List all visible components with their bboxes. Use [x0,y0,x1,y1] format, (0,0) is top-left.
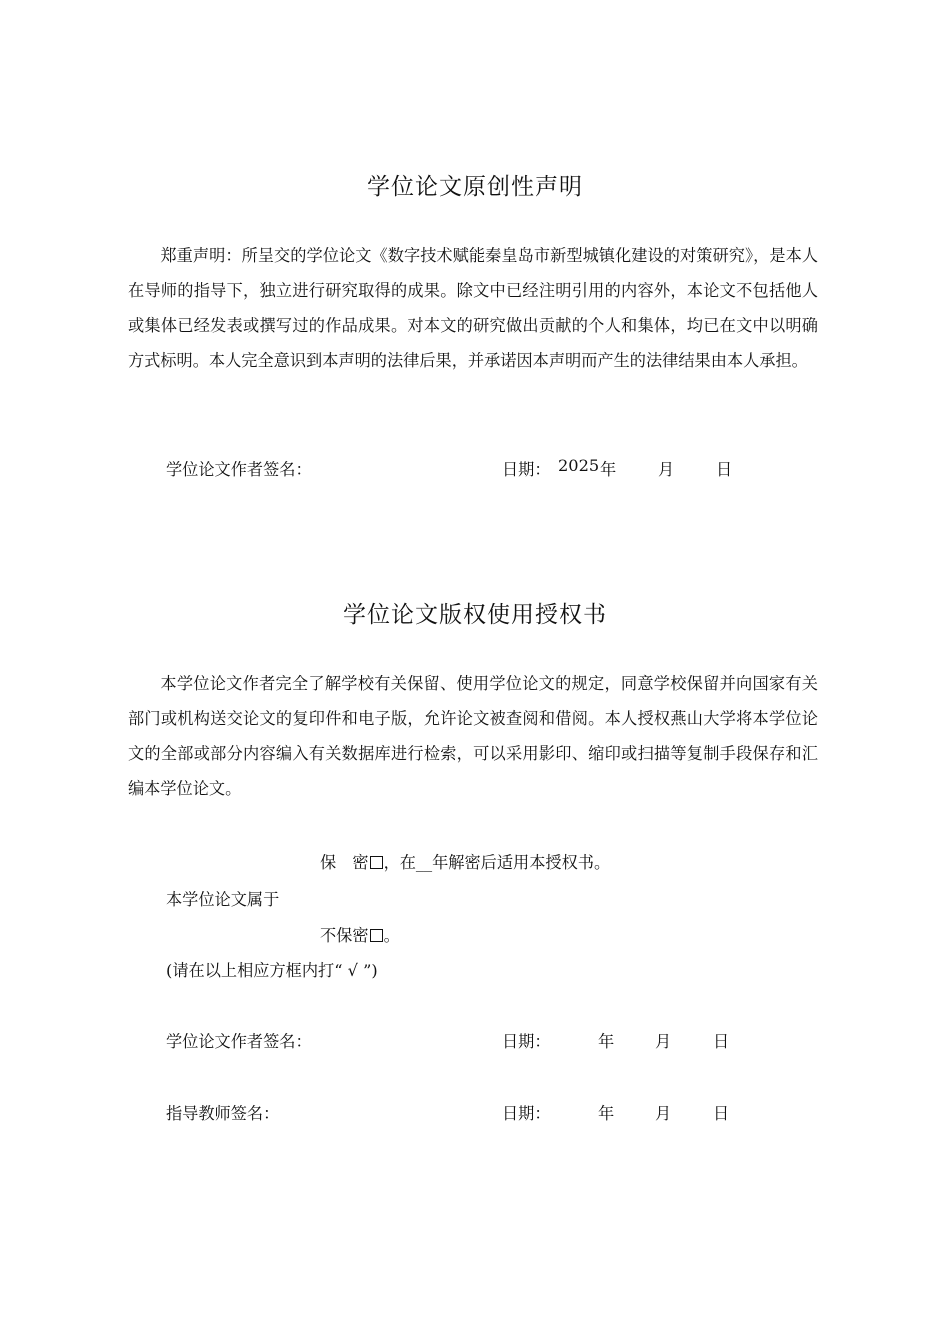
secret-suffix: ，在__年解密后适用本授权书。 [383,853,611,872]
secret-checkbox[interactable] [370,856,383,869]
secret-option [320,849,610,873]
authorization-title: 学位论文版权使用授权书 [343,602,607,628]
author-day-label: 日 [713,1032,730,1051]
advisor-year-label: 年 [598,1104,615,1123]
declaration-title: 学位论文原创性声明 [367,174,583,200]
declaration-day-label: 日 [716,460,733,479]
declaration-year-label: 年 [600,460,617,479]
authorization-body: 本学位论文作者完全了解学校有关保留、使用学位论文的规定，同意学校保留并向国家有关部门或机构送交论文的复印件和电子版，允许论文被查阅和借阅。本人授权燕山大学将本学位论文的全部或部分内容编入有关数据库进行检索，可以采用影印、缩印或扫描等复制手段保存和汇编本学位论文。 [128,674,818,798]
not-secret-label: 不保密 [320,926,369,945]
declaration-date-label: 日期： [502,460,551,479]
declaration-signature-label: 学位论文作者签名： [166,460,312,479]
secret-label: 保 密 [320,853,369,872]
declaration-month-label: 月 [658,460,675,479]
advisor-day-label: 日 [713,1104,730,1123]
author-date-label: 日期： [502,1032,551,1051]
not-secret-checkbox[interactable] [370,929,383,942]
advisor-month-label: 月 [655,1104,672,1123]
declaration-date-year-value: 2025 [558,456,600,475]
belongs-label: 本学位论文属于 [166,890,280,909]
not-secret-suffix: 。 [383,926,400,945]
author-month-label: 月 [655,1032,672,1051]
advisor-signature-label: 指导教师签名： [166,1104,280,1123]
checkbox-instruction: (请在以上相应方框内打“ √ ”) [166,961,378,980]
declaration-body: 郑重声明：所呈交的学位论文《数字技术赋能秦皇岛市新型城镇化建设的对策研究》，是本人在导师的指导下，独立进行研究取得的成果。除文中已经注明引用的内容外，本论文不包括他人或集体已经发表或撰写过的作品成果。对本文的研究做出贡献的个人和集体，均已在文中以明确方式标明。本人完全意识到本声明的法律后果，并承诺因本声明而产生的法律结果由本人承担。 [128,246,818,370]
author-signature-label: 学位论文作者签名： [166,1032,312,1051]
author-year-label: 年 [598,1032,615,1051]
advisor-date-label: 日期： [502,1104,551,1123]
not-secret-option [320,922,400,946]
